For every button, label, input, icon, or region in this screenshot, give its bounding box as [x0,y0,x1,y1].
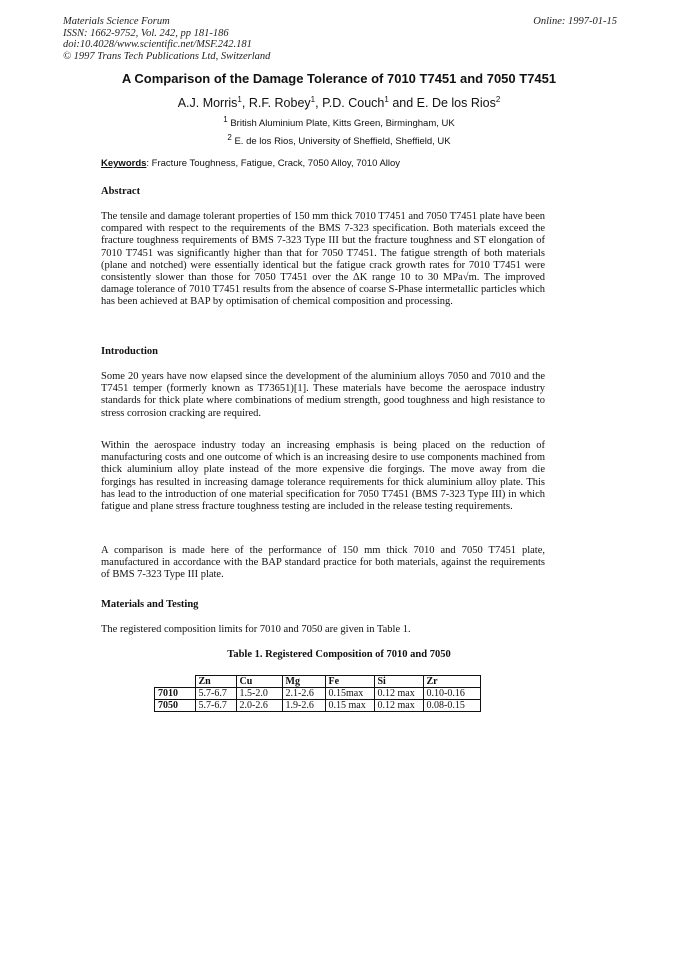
table-row [155,700,481,712]
author-separator: , [241,96,249,110]
affiliation-2 [0,132,678,147]
table-row-label: 7050 [155,700,196,712]
author-name: P.D. Couch [322,96,385,110]
keywords-label: Keywords [101,158,147,169]
affiliation-text: E. de los Rios, University of Sheffield, Sheffield, UK [234,136,451,147]
publication-info [63,16,270,62]
table-header-cell: Zn [195,676,236,688]
table-header-cell: Si [374,676,423,688]
table-cell: 1.9-2.6 [282,700,325,712]
table-header-cell: Zr [423,676,480,688]
abstract-heading: Abstract [101,186,141,197]
introduction-paragraph-1: Some 20 years have now elapsed since the development of the aluminium alloys 7050 and 7010 and the T7451 temper (formerly known as T73651)[1]. These materials have become the aerospace industry standards for thick plate where combinations of medium strength, good toughness and high resistance to stress corrosion cracking are required. [101,371,545,419]
author-affiliation-mark: 2 [495,94,501,104]
online-date: Online: 1997-01-15 [533,16,617,27]
doi-line[interactable]: doi:10.4028/www.scientific.net/MSF.242.181 [63,39,252,50]
author-name: R.F. Robey [248,96,311,110]
issn-line: ISSN: 1662-9752, Vol. 242, pp 181-186 [63,27,229,39]
affiliation-text: British Aluminium Plate, Kitts Green, Birmingham, UK [230,118,455,129]
materials-paragraph-1: The registered composition limits for 7010 and 7050 are given in Table 1. [101,624,411,635]
table-row [155,688,481,700]
table-cell: 5.7-6.7 [195,700,236,712]
abstract-text: The tensile and damage tolerant properties of 150 mm thick 7010 T7451 and 7050 T7451 plate have been compared with respect to the requirements of the BMS 7-323 specification. Both materials exceed the fracture toughness requirements of BMS 7-323 Type III but the fracture toughness and ST elongation of 7010 T7451 was significantly higher than that for 7050 T7451. The fatigue strength of both materials (plane and notched) were essentially identical but the fatigue crack growth rates for 7010 T7451 were consistently slower than those for 7050 T7451 over the ΔK range 10 to 30 MPa√m. The improved damage tolerance of 7010 T7451 results from the absence of coarse S-Phase intermetallic particles which has been achieved at BAP by optimisation of chemical composition and processing. [101,211,545,308]
author-list [0,96,678,110]
table-header-cell: Mg [282,676,325,688]
author-name: E. De los Rios [416,96,496,110]
table-cell: 1.5-2.0 [236,688,282,700]
table-corner-cell [155,676,196,688]
keywords [101,158,400,169]
table-row-label: 7010 [155,688,196,700]
materials-heading: Materials and Testing [101,599,199,610]
table-header-row [155,676,481,688]
table-cell: 0.12 max [374,700,423,712]
author-separator: , [315,96,323,110]
table-caption: Table 1. Registered Composition of 7010 and 7050 [227,649,451,660]
author-affiliation-mark: 1 [237,94,242,104]
table-cell: 0.08-0.15 [423,700,480,712]
affiliation-mark: 2 [227,132,232,142]
author-affiliation-mark: 1 [384,94,389,104]
introduction-paragraph-2: Within the aerospace industry today an increasing emphasis is being placed on the reduction of manufacturing costs and one outcome of which is an increasing desire to use components machined from thick aluminium alloy plate instead of the more expensive die forgings. The move away from die forgings has resulted in increasing damage tolerance requirements for thick aluminium alloy plate. This has lead to the introduction of one material specification for 7050 T7451 (BMS 7-323 Type III) in which fatigue and plane stress fracture toughness testing are included in the release testing requirements. [101,440,545,513]
paper-title: A Comparison of the Damage Tolerance of 7010 T7451 and 7050 T7451 [121,71,557,86]
table-header-cell: Fe [325,676,374,688]
table-header-cell: Cu [236,676,282,688]
table-cell: 0.15max [325,688,374,700]
table-cell: 2.1-2.6 [282,688,325,700]
table-cell: 0.15 max [325,700,374,712]
keywords-list: : Fracture Toughness, Fatigue, Crack, 7050 Alloy, 7010 Alloy [146,158,401,169]
author-name: A.J. Morris [177,96,238,110]
introduction-heading: Introduction [101,346,158,357]
composition-table [154,675,481,712]
journal-name: Materials Science Forum [63,16,170,27]
introduction-paragraph-3: A comparison is made here of the performance of 150 mm thick 7010 and 7050 T7451 plate, manufactured in accordance with the BAP standard practice for both materials, against the requirements of BMS 7-323 Type III plate. [101,545,545,581]
affiliation-1 [0,114,678,129]
author-and: and [388,96,417,110]
author-affiliation-mark: 1 [310,94,316,104]
copyright-line: © 1997 Trans Tech Publications Ltd, Switzerland [63,50,271,62]
affiliation-mark: 1 [223,114,228,124]
table-cell: 5.7-6.7 [195,688,236,700]
table-cell: 0.10-0.16 [423,688,480,700]
table-cell: 0.12 max [374,688,423,700]
table-cell: 2.0-2.6 [236,700,282,712]
